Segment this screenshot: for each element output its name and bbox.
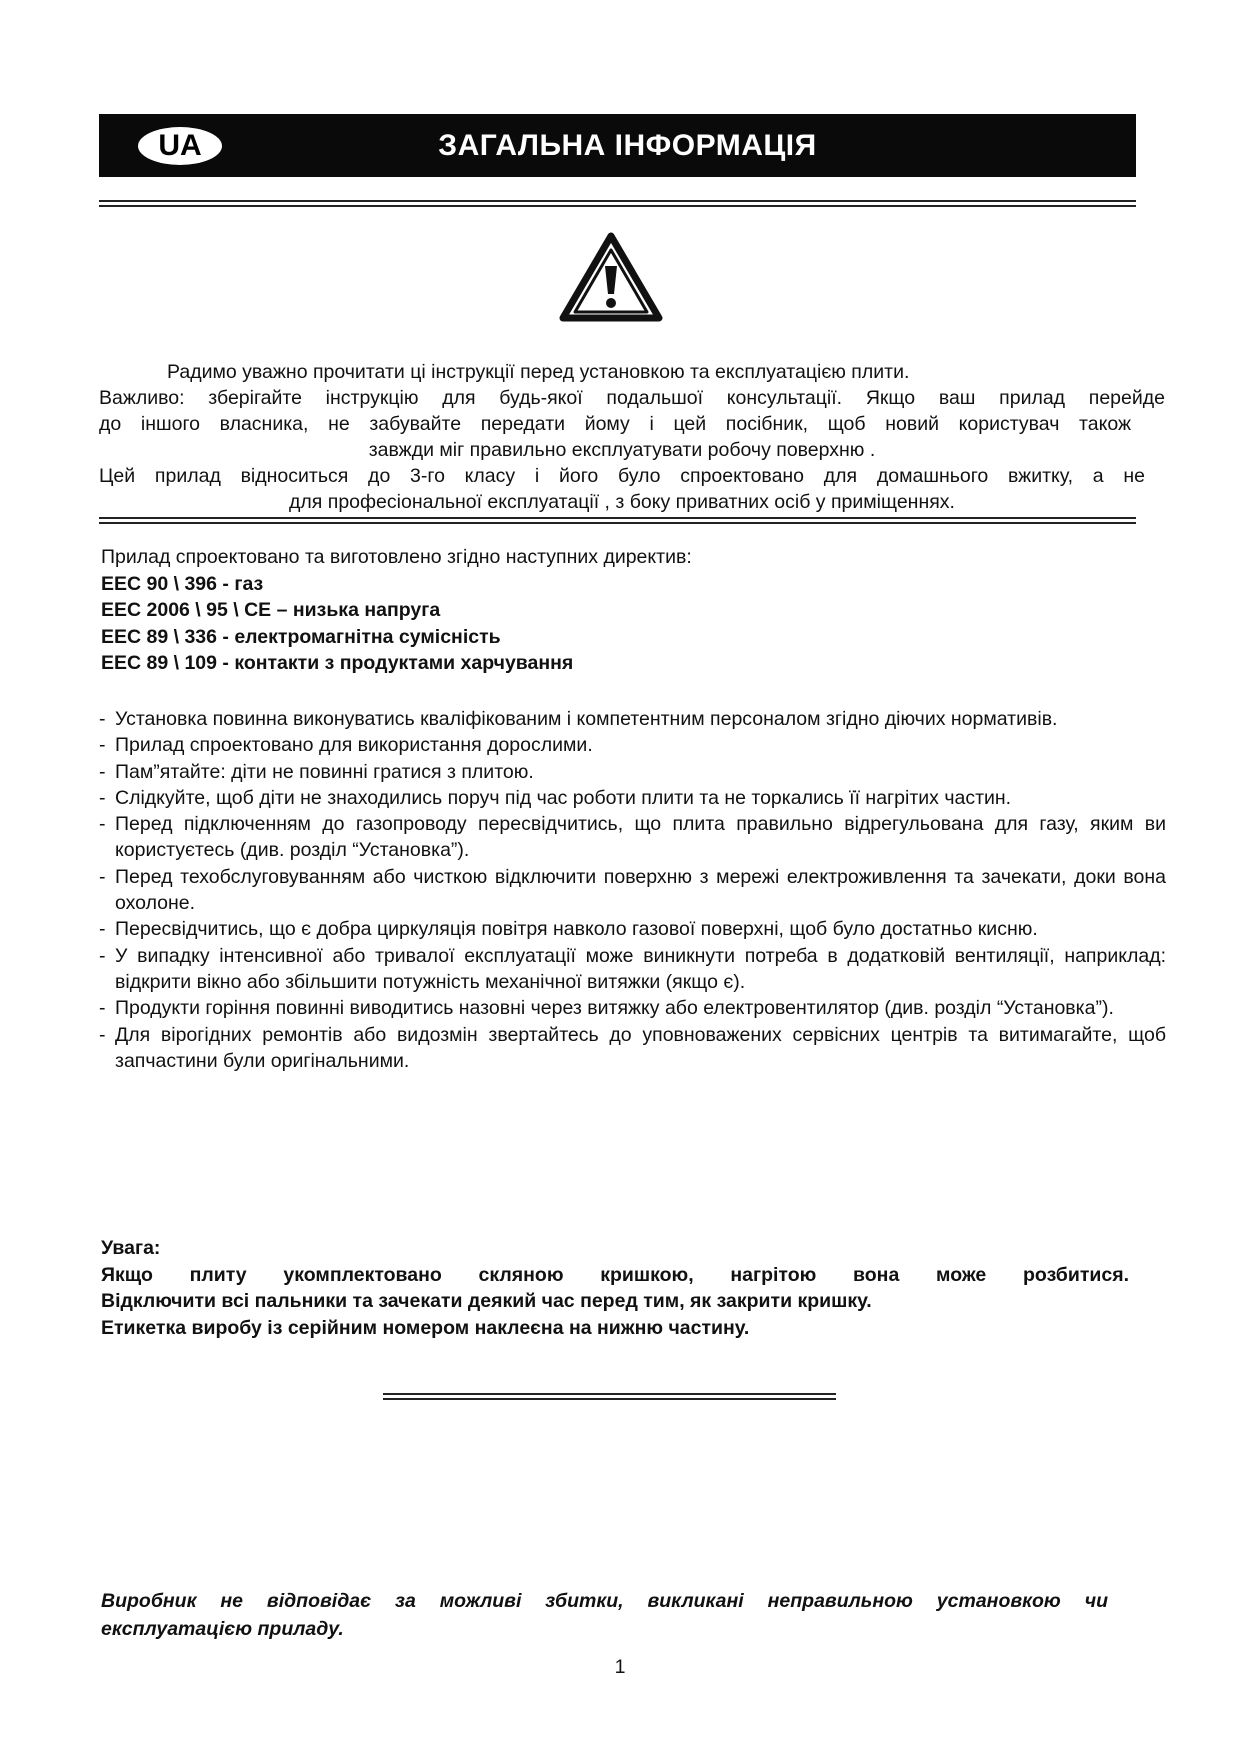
page-number: 1	[614, 1656, 626, 1678]
intro-line: для професіональної експлуатації , з боку приватних осіб у приміщеннях.	[289, 491, 955, 513]
warning-triangle-icon	[559, 232, 663, 324]
header-bar	[99, 114, 1136, 177]
list-item: - Продукти горіння повинні виводитись назовні через витяжку або електровентилятор (див. розділ “Установка”).	[99, 995, 1166, 1021]
divider-intro	[99, 517, 1136, 524]
directive-item: EEC 89 \ 336 - електромагнітна сумісність	[101, 625, 501, 648]
intro-line: до іншого власника, не забувайте передати йому і цей посібник, щоб новий користувач також	[99, 413, 1131, 435]
directives-section	[101, 544, 1101, 677]
list-item: - Пересвідчитись, що є добра циркуляція повітря навколо газової поверхні, щоб було достатньо кисню.	[99, 916, 1166, 942]
divider-top	[99, 200, 1136, 207]
attention-line: Якщо плиту укомплектовано скляною кришкою, нагрітою вона може розбитися.	[101, 1263, 1129, 1286]
disclaimer	[101, 1587, 1108, 1643]
attention-line: Етикетка виробу із серійним номером наклеєна на нижню частину.	[101, 1316, 750, 1339]
attention-section	[101, 1235, 1129, 1341]
attention-heading: Увага:	[101, 1237, 161, 1259]
list-item: - Перед підключенням до газопроводу пересвідчитись, що плита правильно відрегульована для газу, яким ви користуєтесь (див. розділ “Установка”).	[99, 811, 1166, 864]
list-item: - Перед техобслуговуванням або чисткою відключити поверхню з мережі електроживлення та зачекати, доки вона охолоне.	[99, 864, 1166, 917]
list-item: - Для вірогідних ремонтів або видозмін звертайтесь до уповноважених сервісних центрів та витимагайте, щоб запчастини були оригінальними.	[99, 1022, 1166, 1075]
directive-item: EEC 2006 \ 95 \ CE – низька напруга	[101, 599, 441, 621]
intro-line: Радимо уважно прочитати ці інструкції перед установкою та експлуатацією плити.	[167, 361, 910, 383]
intro-line: Важливо: зберігайте інструкцію для будь-якої подальшої консультації. Якщо ваш прилад перейде	[99, 387, 1165, 409]
page-title: ЗАГАЛЬНА ІНФОРМАЦІЯ	[438, 129, 817, 162]
disclaimer-line: Виробник не відповідає за можливі збитки, викликані неправильною установкою чи	[101, 1590, 1108, 1612]
intro-line: завжди міг правильно експлуатувати робочу поверхню .	[368, 439, 876, 461]
list-item: - Пам”ятайте: діти не повинні гратися з плитою.	[99, 759, 1166, 785]
directives-heading: Прилад спроектовано та виготовлено згідно наступних директив:	[101, 546, 692, 568]
divider-bottom	[383, 1393, 836, 1400]
list-item: - Слідкуйте, щоб діти не знаходились поруч під час роботи плити та не торкались її нагрітих частин.	[99, 785, 1166, 811]
list-item: - Прилад спроектовано для використання дорослими.	[99, 732, 1166, 758]
list-item: - У випадку інтенсивної або тривалої експлуатації може виникнути потреба в додатковій вентиляції, наприклад: відкрити вікно або збільшити потужність механічної витяжки (якщо є).	[99, 943, 1166, 996]
disclaimer-line: експлуатацією приладу.	[101, 1618, 344, 1640]
intro-text	[99, 359, 1165, 515]
directive-item: EEC 89 \ 109 - контакти з продуктами харчування	[101, 652, 574, 674]
intro-line: Цей прилад відноситься до 3-го класу і його було спроектовано для домашнього вжитку, а не	[99, 465, 1145, 487]
language-badge: UA	[138, 127, 222, 165]
list-item: - Установка повинна виконуватись кваліфікованим і компетентним персоналом згідно діючих нормативів.	[99, 706, 1166, 732]
directive-item: EEC 90 \ 396 - газ	[101, 572, 264, 595]
attention-line: Відключити всі пальники та зачекати деякий час перед тим, як закрити кришку.	[101, 1290, 872, 1312]
safety-list	[99, 706, 1166, 1074]
